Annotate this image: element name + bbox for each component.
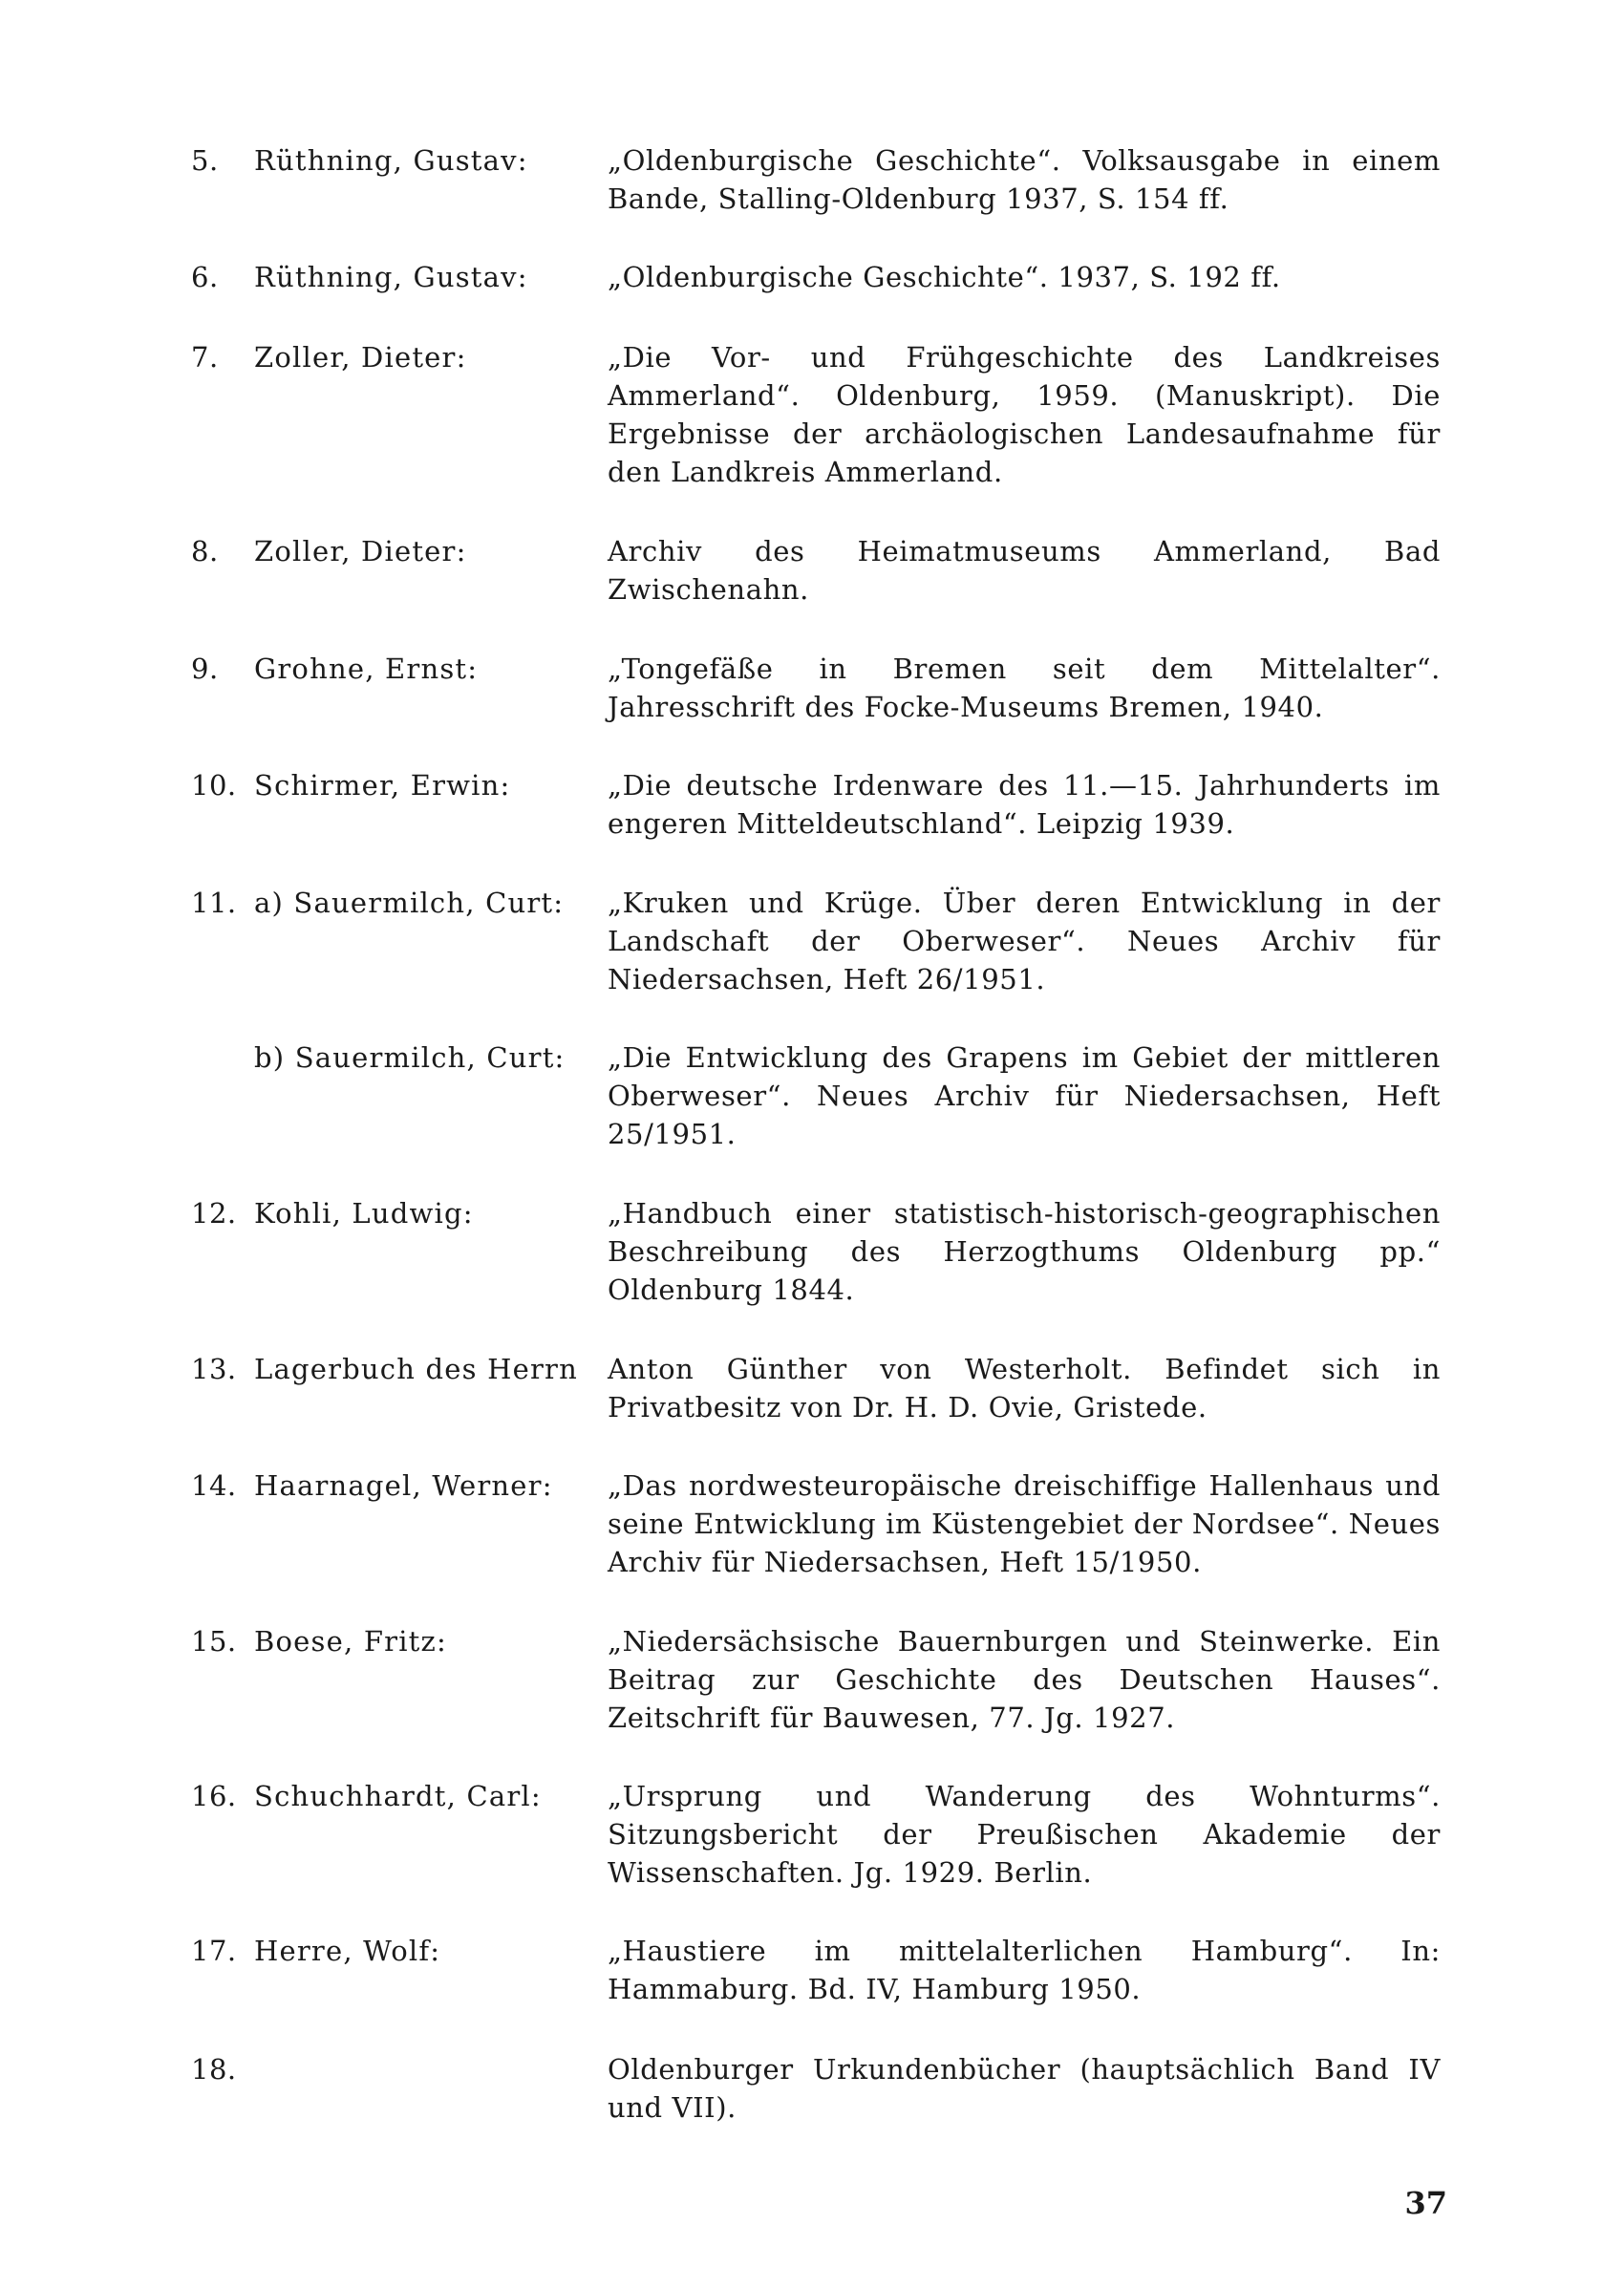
entry-reference: Oldenburger Urkundenbücher (hauptsächlich Band IV und VII).	[608, 2053, 1441, 2124]
entry-author: Kohli, Ludwig:	[254, 1197, 474, 1230]
entry-author: Schirmer, Erwin:	[254, 769, 511, 802]
entry-author: a) Sauermilch, Curt:	[254, 887, 565, 919]
entry-reference: „Oldenburgische Geschichte“. 1937, S. 192 ff.	[608, 261, 1281, 293]
entry-reference: „Kruken und Krüge. Über deren Entwicklung in der Landschaft der Oberweser“. Neues Archiv für Niedersachsen, Heft 26/1951.	[608, 887, 1441, 995]
entry-reference: „Oldenburgische Geschichte“. Volksausgabe in einem Bande, Stalling-Oldenburg 1937, S. 154 ff.	[608, 144, 1441, 215]
entry-author: b) Sauermilch, Curt:	[254, 1041, 566, 1074]
entry-number: 17.	[191, 1935, 237, 1967]
entry-author: Grohne, Ernst:	[254, 653, 479, 685]
entry-author: Rüthning, Gustav:	[254, 144, 528, 177]
entry-reference: Archiv des Heimatmuseums Ammerland, Bad Zwischenahn.	[608, 535, 1441, 606]
entry-number: 15.	[191, 1625, 237, 1658]
entry-number: 9.	[191, 653, 219, 685]
entry-reference: „Niedersächsische Bauernburgen und Steinwerke. Ein Beitrag zur Geschichte des Deutschen Hauses“. Zeitschrift für Bauwesen, 77. Jg. 1927.	[608, 1625, 1441, 1734]
entry-number: 16.	[191, 1780, 237, 1812]
entry-reference: „Haustiere im mittelalterlichen Hamburg“. In: Hammaburg. Bd. IV, Hamburg 1950.	[608, 1935, 1441, 2005]
entry-number: 7.	[191, 341, 219, 374]
entry-reference: „Das nordwesteuropäische dreischiffige Hallenhaus und seine Entwicklung im Küstengebiet der Nordsee“. Neues Archiv für Niedersachsen, Heft 15/1950.	[608, 1469, 1441, 1578]
entry-author: Herre, Wolf:	[254, 1935, 441, 1967]
entry-number: 10.	[191, 769, 237, 802]
entry-author: Rüthning, Gustav:	[254, 261, 528, 293]
entry-author: Zoller, Dieter:	[254, 341, 467, 374]
entry-reference: „Ursprung und Wanderung des Wohnturms“. Sitzungsbericht der Preußischen Akademie der Wissenschaften. Jg. 1929. Berlin.	[608, 1780, 1441, 1889]
entry-author: Lagerbuch des Herrn	[254, 1353, 578, 1385]
entry-reference: „Die Entwicklung des Grapens im Gebiet der mittleren Oberweser“. Neues Archiv für Niedersachsen, Heft 25/1951.	[608, 1041, 1441, 1150]
entry-number: 12.	[191, 1197, 237, 1230]
page-number: 37	[1404, 2185, 1447, 2221]
entry-reference: Anton Günther von Westerholt. Befindet sich in Privatbesitz von Dr. H. D. Ovie, Gristede.	[608, 1353, 1441, 1423]
entry-number: 13.	[191, 1353, 237, 1385]
entry-number: 6.	[191, 261, 219, 293]
entry-reference: „Die deutsche Irdenware des 11.—15. Jahrhunderts im engeren Mitteldeutschland“. Leipzig 1939.	[608, 769, 1441, 840]
entry-author: Haarnagel, Werner:	[254, 1469, 553, 1502]
entry-author: Schuchhardt, Carl:	[254, 1780, 542, 1812]
entry-reference: „Die Vor- und Frühgeschichte des Landkreises Ammerland“. Oldenburg, 1959. (Manuskript). Die Ergebnisse der archäologischen Landesaufnahme für den Landkreis Ammerland.	[608, 341, 1441, 488]
entry-number: 5.	[191, 144, 219, 177]
entry-number: 18.	[191, 2053, 237, 2086]
entry-reference: „Tongefäße in Bremen seit dem Mittelalter“. Jahresschrift des Focke-Museums Bremen, 1940.	[608, 653, 1441, 723]
entry-reference: „Handbuch einer statistisch-historisch-geographischen Beschreibung des Herzogthums Oldenburg pp.“ Oldenburg 1844.	[608, 1197, 1441, 1306]
entry-number: 14.	[191, 1469, 237, 1502]
entry-author: Boese, Fritz:	[254, 1625, 447, 1658]
entry-number: 8.	[191, 535, 219, 567]
entry-number: 11.	[191, 887, 237, 919]
entry-author: Zoller, Dieter:	[254, 535, 467, 567]
